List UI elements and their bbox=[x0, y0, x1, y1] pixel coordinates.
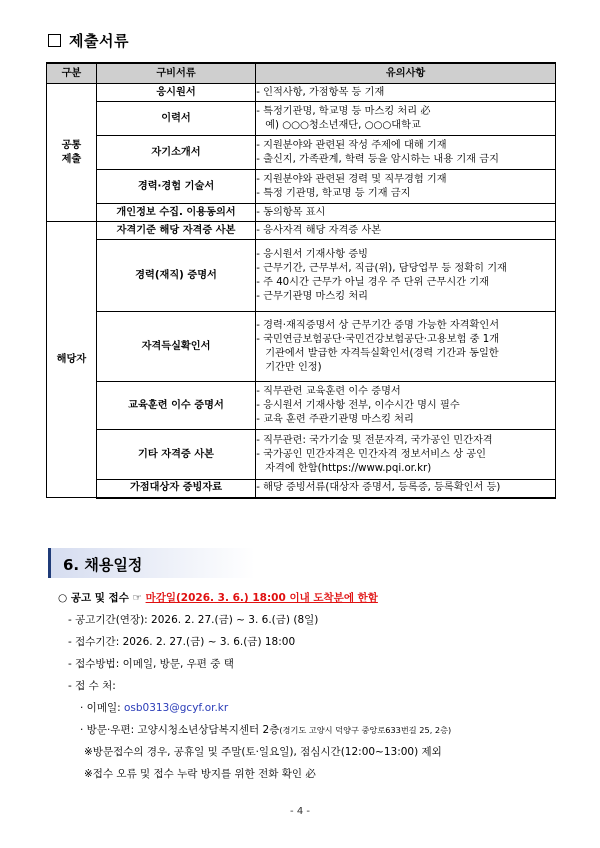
note-line: - 국가공인 민간자격은 민간자격 정보서비스 상 공인 bbox=[256, 448, 486, 460]
note-line: - 근무기간, 근무부서, 직급(위), 담당업무 등 정확히 기재 bbox=[256, 262, 507, 274]
notes-cell bbox=[256, 136, 556, 170]
table-row bbox=[47, 136, 556, 170]
table-row bbox=[47, 312, 556, 382]
email-label: · 이메일: bbox=[80, 702, 124, 714]
note-line: - 지원분야와 관련된 경력 및 직무경험 기재 bbox=[256, 173, 447, 185]
table-row bbox=[47, 430, 556, 480]
note-line: - 응시원서 기재사항 전부, 이수시간 명시 필수 bbox=[256, 399, 460, 411]
category-cell: 해당자 bbox=[47, 222, 97, 498]
table-row bbox=[47, 170, 556, 204]
notes-cell bbox=[256, 382, 556, 430]
document-name-cell: 기타 자격증 사본 bbox=[96, 430, 255, 480]
email-link[interactable]: osb0313@gcyf.or.kr bbox=[123, 702, 229, 714]
document-name-cell: 경력(재직) 증명서 bbox=[96, 240, 255, 312]
checkbox-square-icon bbox=[48, 34, 61, 47]
table-row bbox=[47, 480, 556, 498]
schedule-body bbox=[58, 590, 578, 788]
receipt-period: - 접수기간: 2026. 2. 27.(금) ~ 3. 6.(금) 18:00 bbox=[68, 636, 296, 648]
note-line: - 응사자격 해당 자격증 사본 bbox=[256, 224, 382, 236]
visit-address: (경기도 고양시 덕양구 중앙로633번길 25, 2층) bbox=[279, 725, 452, 735]
notice-label: ○ 공고 및 접수 ☞ bbox=[58, 592, 146, 604]
notes-cell bbox=[256, 480, 556, 498]
document-name-cell: 개인정보 수집. 이용동의서 bbox=[96, 204, 255, 222]
notes-cell bbox=[256, 102, 556, 136]
document-name-cell: 교육훈련 이수 증명서 bbox=[96, 382, 255, 430]
table-row bbox=[47, 204, 556, 222]
note-line: - 응시원서 기재사항 증빙 bbox=[256, 248, 369, 260]
table-row bbox=[47, 222, 556, 240]
document-name-cell: 이력서 bbox=[96, 102, 255, 136]
note-line: 예) ○○○청소년재단, ○○○대학교 bbox=[265, 119, 421, 131]
notes-cell bbox=[256, 170, 556, 204]
notes-cell bbox=[256, 312, 556, 382]
header-category: 구분 bbox=[47, 63, 97, 84]
notes-cell bbox=[256, 84, 556, 102]
schedule-heading bbox=[48, 548, 255, 578]
receipt-place-label: - 접 수 처: bbox=[68, 680, 116, 692]
note-line: - 지원분야와 관련된 작성 주제에 대해 기재 bbox=[256, 139, 447, 151]
notes-cell bbox=[256, 240, 556, 312]
table-row bbox=[47, 102, 556, 136]
table-header-row bbox=[47, 63, 556, 84]
note-line: - 교육 훈련 주관기관명 마스킹 처리 bbox=[256, 413, 414, 425]
note-line: - 주 40시간 근무가 아닐 경우 주 단위 근무시간 기재 bbox=[256, 276, 489, 288]
visit-label: · 방문·우편: 고양시청소년상담복지센터 2층 bbox=[80, 724, 280, 736]
section-title bbox=[48, 30, 129, 51]
note-line: - 국민연금보험공단·국민건강보험공단·고용보험 중 1개 bbox=[256, 333, 500, 345]
header-document: 구비서류 bbox=[96, 63, 255, 84]
phone-check-note: ※접수 오류 및 접수 누락 방지를 위한 전화 확인 必 bbox=[84, 768, 316, 780]
section-title-text: 제출서류 bbox=[69, 32, 129, 50]
notes-cell bbox=[256, 204, 556, 222]
receipt-method: - 접수방법: 이메일, 방문, 우편 중 택 bbox=[68, 658, 234, 670]
table-row bbox=[47, 240, 556, 312]
note-line: - 출신지, 가족관계, 학력 등을 암시하는 내용 기재 금지 bbox=[256, 153, 499, 165]
note-line: - 근무기관명 마스킹 처리 bbox=[256, 290, 369, 302]
header-notes: 유의사항 bbox=[256, 63, 556, 84]
notice-period: - 공고기간(연장): 2026. 2. 27.(금) ~ 3. 6.(금) (8일) bbox=[68, 614, 319, 626]
note-line: - 동의항목 표시 bbox=[256, 206, 326, 218]
document-name-cell: 자기소개서 bbox=[96, 136, 255, 170]
note-line: - 인적사항, 가점항목 등 기재 bbox=[256, 86, 385, 98]
document-name-cell: 가점대상자 증빙자료 bbox=[96, 480, 255, 498]
note-line: - 직무관련 교육훈련 이수 증명서 bbox=[256, 385, 401, 397]
note-line: - 해당 증빙서류(대상자 증명서, 등록증, 등록확인서 등) bbox=[256, 482, 501, 494]
visit-line bbox=[58, 722, 578, 744]
notice-deadline: 마감일(2026. 3. 6.) 18:00 이내 도착분에 한함 bbox=[145, 592, 378, 604]
note-line: - 특정기관명, 학교명 등 마스킹 처리 必 bbox=[256, 105, 431, 117]
note-line: 기관에서 발급한 자격득실확인서(경력 기간과 동일한 bbox=[265, 347, 499, 359]
note-line: 자격에 한함(https://www.pqi.or.kr) bbox=[265, 462, 432, 474]
note-line: - 직무관련: 국가기술 및 전문자격, 국가공인 민간자격 bbox=[256, 434, 493, 446]
notes-cell bbox=[256, 222, 556, 240]
table-row bbox=[47, 84, 556, 102]
notes-cell bbox=[256, 430, 556, 480]
document-name-cell: 경력·경험 기술서 bbox=[96, 170, 255, 204]
page-number: - 4 - bbox=[290, 806, 310, 817]
schedule-heading-text: 6. 채용일정 bbox=[63, 556, 143, 574]
documents-table bbox=[46, 62, 556, 499]
note-line: - 특정 기관명, 학교명 등 기재 금지 bbox=[256, 187, 411, 199]
document-name-cell: 자격득실확인서 bbox=[96, 312, 255, 382]
note-line: 기간만 인정) bbox=[265, 361, 322, 373]
document-name-cell: 자격기준 해당 자격증 사본 bbox=[96, 222, 255, 240]
table-row bbox=[47, 382, 556, 430]
note-line: - 경력·재직증명서 상 근무기간 증명 가능한 자격확인서 bbox=[256, 319, 500, 331]
visit-note: ※방문접수의 경우, 공휴일 및 주말(토·일요일), 점심시간(12:00~13:00) 제외 bbox=[84, 746, 442, 758]
notice-line bbox=[58, 590, 578, 612]
email-line bbox=[58, 700, 578, 722]
category-cell: 공통 제출 bbox=[47, 84, 97, 222]
document-name-cell: 응시원서 bbox=[96, 84, 255, 102]
